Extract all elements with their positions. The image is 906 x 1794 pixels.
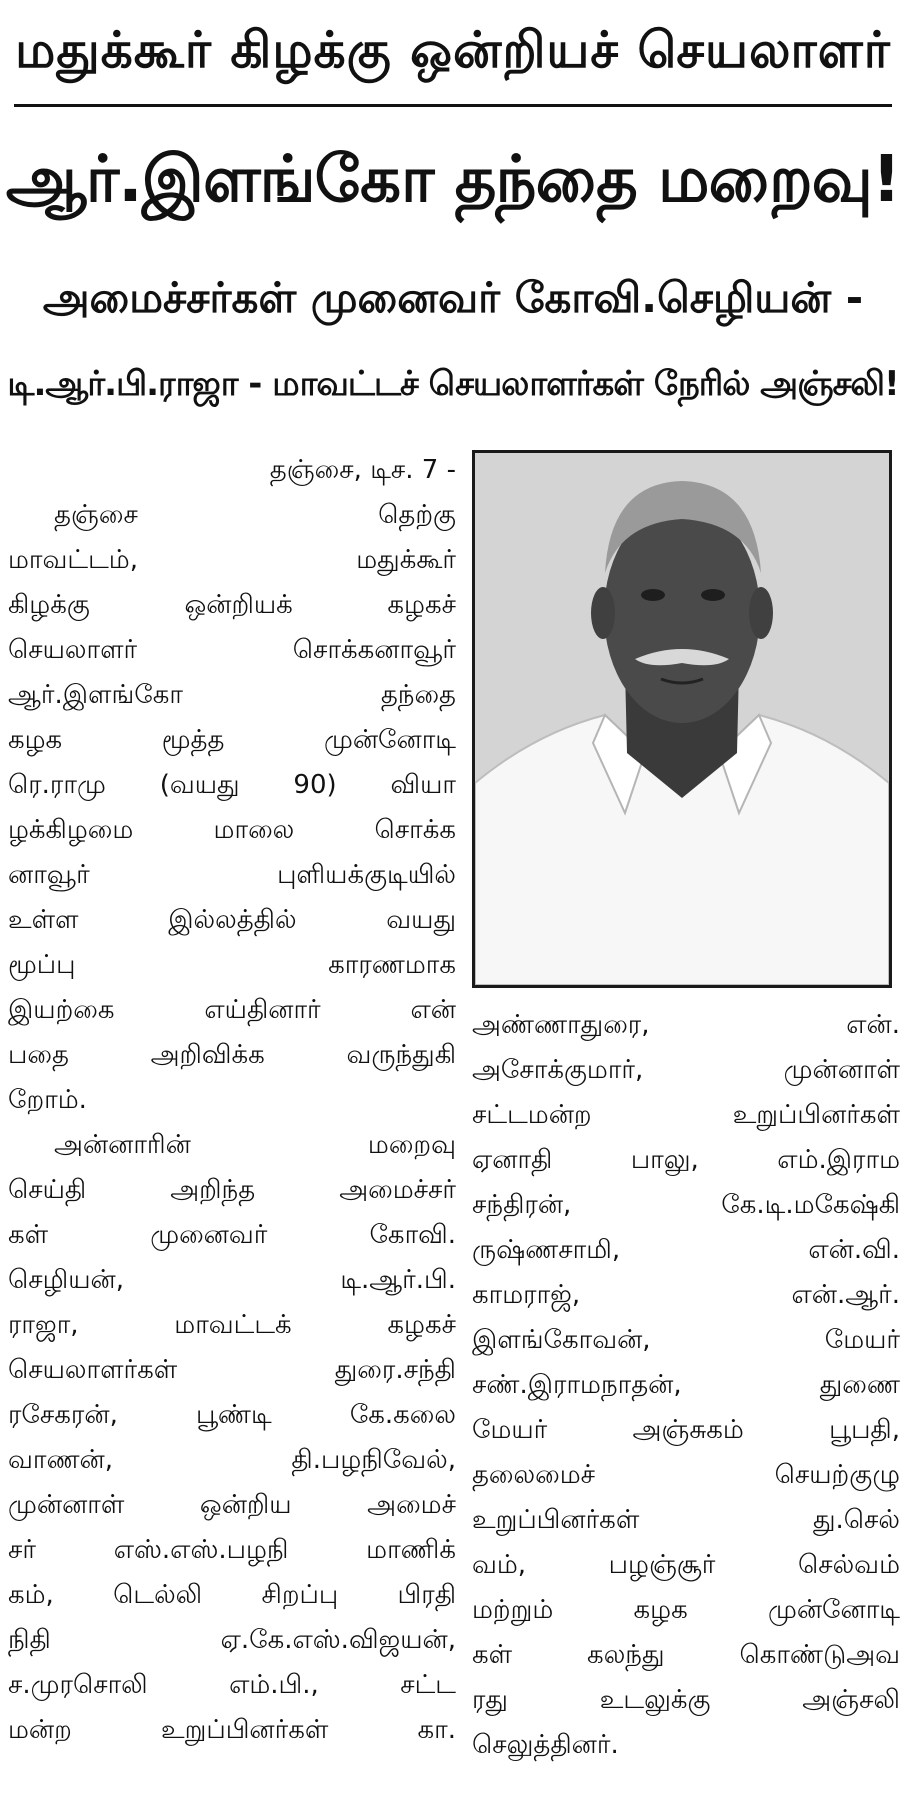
article-line: னாவூர் புளியக்குடியில் <box>8 860 456 890</box>
article-line: அன்னாரின் மறைவு <box>54 1130 456 1160</box>
article-line: வம், பழஞ்சூர் செல்வம் <box>472 1550 900 1580</box>
article-line: மேயர் அஞ்சுகம் பூபதி, <box>472 1415 900 1445</box>
article-line: கள் முனைவர் கோவி. <box>8 1220 456 1250</box>
subheading-line-2: டி.ஆர்.பி.ராஜா - மாவட்டச் செயலாளர்கள் நேரில் அஞ்சலி! <box>7 364 899 404</box>
article-line: ழக்கிழமை மாலை சொக்க <box>8 815 456 845</box>
article-line: உறுப்பினர்கள் து.செல் <box>472 1505 900 1535</box>
kicker-heading: மதுக்கூர் கிழக்கு ஒன்றியச் செயலாளர் <box>15 21 891 79</box>
article-line: அண்ணாதுரை, என். <box>472 1010 900 1040</box>
article-line: றோம். <box>8 1085 87 1115</box>
article-line: முன்னாள் ஒன்றிய அமைச் <box>8 1490 456 1520</box>
article-line: காமராஜ், என்.ஆர். <box>472 1280 900 1310</box>
article-line: ஆர்.இளங்கோ தந்தை <box>8 680 456 710</box>
article-line: தலைமைச் செயற்குழு <box>472 1460 900 1490</box>
article-right-column <box>472 1003 900 1768</box>
article-line: அசோக்குமார், முன்னாள் <box>472 1055 900 1085</box>
article-line: ரது உடலுக்கு அஞ்சலி <box>472 1685 900 1715</box>
article-left-column <box>8 448 456 1753</box>
portrait-photo <box>472 450 892 988</box>
article-line: கிழக்கு ஒன்றியக் கழகச் <box>8 590 456 620</box>
article-line: ச.முரசொலி எம்.பி., சட்ட <box>8 1670 456 1700</box>
article-line: சட்டமன்ற உறுப்பினர்கள் <box>472 1100 900 1130</box>
article-line: ஏனாதி பாலு, எம்.இராம <box>472 1145 900 1175</box>
article-line: ரெ.ராமு (வயது 90) வியா <box>8 770 456 800</box>
dateline: தஞ்சை, டிச. 7 - <box>269 455 456 485</box>
article-line: செயலாளர்கள் துரை.சந்தி <box>8 1355 456 1385</box>
article-line: நிதி ஏ.கே.எஸ்.விஜயன், <box>8 1625 456 1655</box>
article-line: வாணன், தி.பழநிவேல், <box>8 1445 456 1475</box>
article-line: செலுத்தினர். <box>472 1730 619 1760</box>
article-line: கழக மூத்த முன்னோடி <box>8 725 456 755</box>
article-line: செழியன், டி.ஆர்.பி. <box>8 1265 456 1295</box>
article-line: மாவட்டம், மதுக்கூர் <box>8 545 456 575</box>
portrait-illustration <box>475 453 889 985</box>
article-line: சந்திரன், கே.டி.மகேஷ்கி <box>472 1190 900 1220</box>
article-line: கள் கலந்து கொண்டுஅவ <box>472 1640 900 1670</box>
article-line: இயற்கை எய்தினார் என் <box>8 995 456 1025</box>
article-line: மூப்பு காரணமாக <box>8 950 456 980</box>
article-line: மன்ற உறுப்பினர்கள் கா. <box>8 1715 456 1745</box>
article-line: சண்.இராமநாதன், துணை <box>472 1370 900 1400</box>
article-line: செயலாளர் சொக்கனாவூர் <box>8 635 456 665</box>
main-headline: ஆர்.இளங்கோ தந்தை மறைவு! <box>5 143 901 217</box>
article-line: பதை அறிவிக்க வருந்துகி <box>8 1040 456 1070</box>
article-line: சர் எஸ்.எஸ்.பழநி மாணிக் <box>8 1535 456 1565</box>
subheading-line-1: அமைச்சர்கள் முனைவர் கோவி.செழியன் - <box>42 273 864 322</box>
article-line: ருஷ்ணசாமி, என்.வி. <box>472 1235 900 1265</box>
article-line: ரசேகரன், பூண்டி கே.கலை <box>8 1400 456 1430</box>
article-line: மற்றும் கழக முன்னோடி <box>472 1595 900 1625</box>
article-line: உள்ள இல்லத்தில் வயது <box>8 905 456 935</box>
article-line: இளங்கோவன், மேயர் <box>472 1325 900 1355</box>
article-line: ராஜா, மாவட்டக் கழகச் <box>8 1310 456 1340</box>
article-line: கம், டெல்லி சிறப்பு பிரதி <box>8 1580 456 1610</box>
article-line: செய்தி அறிந்த அமைச்சர் <box>8 1175 456 1205</box>
heading-divider <box>14 104 892 107</box>
article-line: தஞ்சை தெற்கு <box>54 500 456 530</box>
